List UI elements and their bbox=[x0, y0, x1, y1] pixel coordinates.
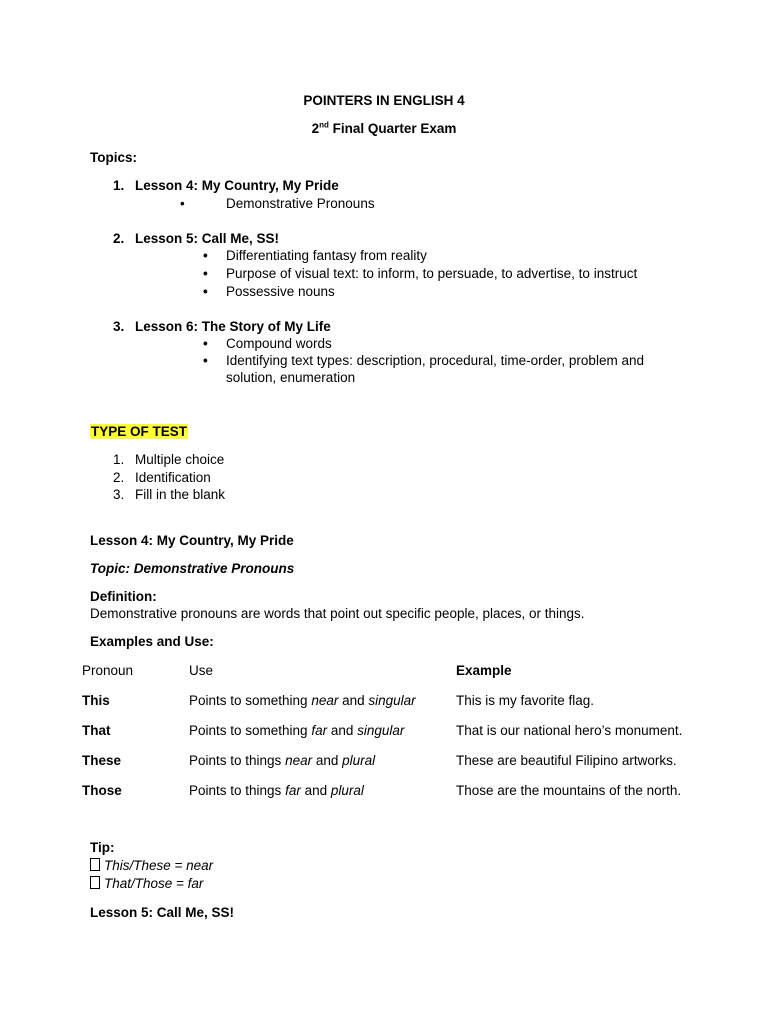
highlighted-text: TYPE OF TEST bbox=[91, 424, 188, 439]
table-cell-use bbox=[189, 692, 416, 710]
lesson4-heading: Lesson 4: My Country, My Pride bbox=[90, 533, 294, 548]
test-type-item: Fill in the blank bbox=[135, 487, 226, 502]
use-text: and bbox=[300, 783, 331, 798]
use-emphasis: near bbox=[285, 753, 313, 768]
topic-bullet-text: Demonstrative Pronouns bbox=[226, 196, 375, 211]
topic-lesson-number: 3. bbox=[113, 319, 125, 334]
subtitle-superscript: nd bbox=[319, 120, 329, 130]
subtitle-text: Final Quarter Exam bbox=[328, 121, 457, 136]
topic-lesson-title: Lesson 4: My Country, My Pride bbox=[135, 178, 339, 193]
topic-lesson-title: Lesson 6: The Story of My Life bbox=[135, 319, 331, 334]
table-cell-use bbox=[189, 752, 375, 770]
topic-lesson-number: 1. bbox=[113, 178, 125, 193]
use-text: and bbox=[338, 693, 369, 708]
missing-glyph-icon bbox=[90, 876, 100, 889]
topic-bullet-continuation: solution, enumeration bbox=[226, 370, 356, 385]
document-title: POINTERS IN ENGLISH 4 bbox=[303, 93, 465, 108]
use-text: Points to things bbox=[189, 753, 286, 768]
test-type-number: 3. bbox=[113, 487, 125, 502]
table-cell-pronoun: These bbox=[82, 753, 122, 768]
topics-heading: Topics: bbox=[90, 150, 137, 165]
tip-line bbox=[90, 857, 213, 875]
table-cell-example: That is our national hero’s monument. bbox=[456, 723, 683, 738]
tip-text: This/These = near bbox=[104, 858, 214, 873]
subtitle-number: 2 bbox=[311, 121, 320, 136]
table-cell-use bbox=[189, 722, 404, 740]
bullet-icon: • bbox=[203, 284, 208, 299]
tip-label: Tip: bbox=[90, 840, 115, 855]
use-text: Points to things bbox=[189, 783, 286, 798]
bullet-icon: • bbox=[203, 353, 208, 368]
lesson4-topic: Topic: Demonstrative Pronouns bbox=[90, 561, 295, 576]
use-emphasis: near bbox=[311, 693, 339, 708]
table-cell-use bbox=[189, 782, 364, 800]
test-type-number: 1. bbox=[113, 452, 125, 467]
topic-bullet-text: Purpose of visual text: to inform, to persuade, to advertise, to instruct bbox=[226, 266, 638, 281]
use-emphasis: plural bbox=[330, 783, 364, 798]
table-cell-pronoun: This bbox=[82, 693, 110, 708]
table-cell-pronoun: Those bbox=[82, 783, 122, 798]
test-type-item: Multiple choice bbox=[135, 452, 225, 467]
table-cell-pronoun: That bbox=[82, 723, 111, 738]
use-text: and bbox=[327, 723, 358, 738]
table-header-example: Example bbox=[456, 663, 512, 678]
use-emphasis: singular bbox=[368, 693, 416, 708]
use-text: Points to something bbox=[189, 723, 312, 738]
use-emphasis: far bbox=[285, 783, 301, 798]
bullet-icon: • bbox=[203, 336, 208, 351]
definition-label: Definition: bbox=[90, 589, 157, 604]
bullet-icon: • bbox=[203, 266, 208, 281]
examples-label: Examples and Use: bbox=[90, 634, 214, 649]
bullet-icon: • bbox=[180, 196, 185, 211]
test-type-number: 2. bbox=[113, 470, 125, 485]
bullet-icon: • bbox=[203, 248, 208, 263]
use-emphasis: singular bbox=[357, 723, 405, 738]
missing-glyph-icon bbox=[90, 858, 100, 871]
topic-bullet-text: Possessive nouns bbox=[226, 284, 335, 299]
test-type-heading bbox=[90, 423, 188, 441]
use-emphasis: plural bbox=[342, 753, 376, 768]
use-text: Points to something bbox=[189, 693, 312, 708]
lesson5-heading: Lesson 5: Call Me, SS! bbox=[90, 905, 235, 920]
test-type-item: Identification bbox=[135, 470, 211, 485]
topic-lesson-title: Lesson 5: Call Me, SS! bbox=[135, 231, 280, 246]
document-subtitle bbox=[0, 120, 768, 138]
use-text: and bbox=[312, 753, 343, 768]
tip-text: That/Those = far bbox=[104, 876, 204, 891]
tip-line bbox=[90, 875, 203, 893]
use-emphasis: far bbox=[311, 723, 328, 738]
table-header-use: Use bbox=[189, 663, 214, 678]
topic-lesson-number: 2. bbox=[113, 231, 125, 246]
topic-bullet-text: Compound words bbox=[226, 336, 332, 351]
table-cell-example: This is my favorite flag. bbox=[456, 693, 595, 708]
definition-text: Demonstrative pronouns are words that point out specific people, places, or things. bbox=[90, 606, 585, 621]
table-header-pronoun: Pronoun bbox=[82, 663, 134, 678]
table-cell-example: Those are the mountains of the north. bbox=[456, 783, 682, 798]
table-cell-example: These are beautiful Filipino artworks. bbox=[456, 753, 677, 768]
topic-bullet-text: Identifying text types: description, procedural, time-order, problem and bbox=[226, 353, 644, 368]
topic-bullet-text: Differentiating fantasy from reality bbox=[226, 248, 427, 263]
